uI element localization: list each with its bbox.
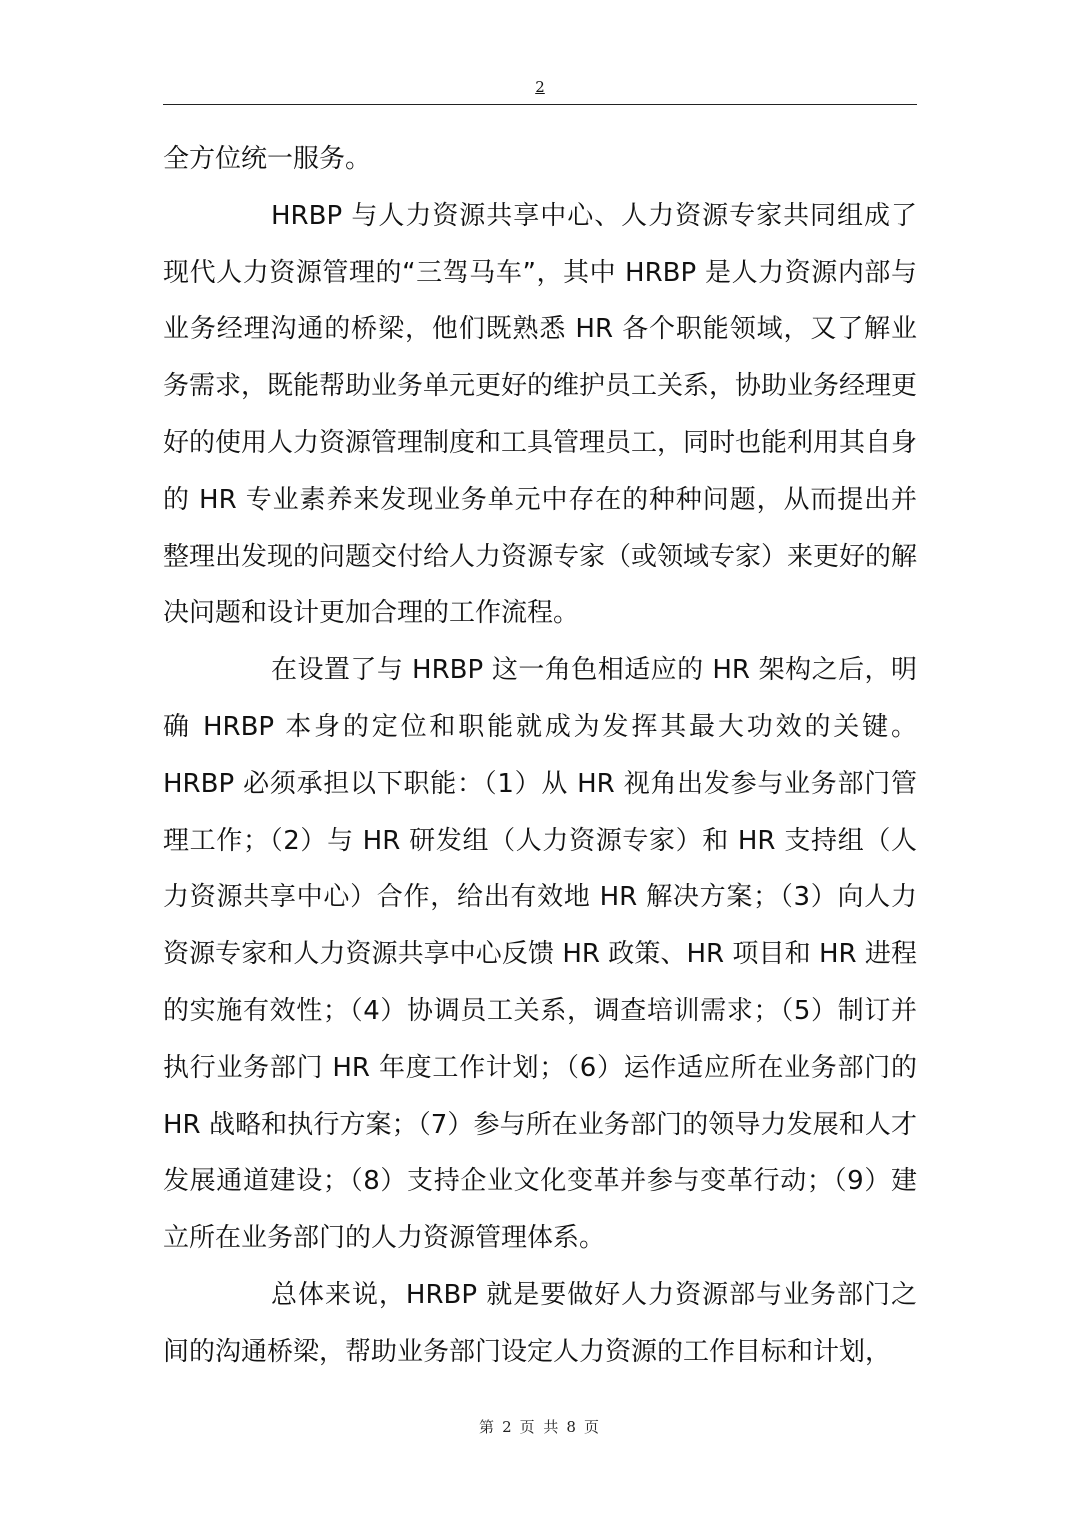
footer-prefix: 第 <box>479 1418 497 1436</box>
header-page-number: 2 <box>535 78 545 96</box>
page-footer <box>0 1417 1080 1437</box>
paragraph-continuation: 全方位统一服务。 <box>163 144 372 174</box>
footer-suffix: 页 <box>583 1418 601 1436</box>
footer-total-pages: 8 <box>566 1418 578 1436</box>
document-body <box>163 131 917 1381</box>
paragraph-summary: 总体来说，HRBP 就是要做好人力资源部与业务部门之间的沟通桥梁，帮助业务部门设定人力资源的工作目标和计划， <box>163 1279 917 1367</box>
paragraph-hrbp-three-pillars: HRBP 与人力资源共享中心、人力资源专家共同组成了现代人力资源管理的“三驾马车”，其中 HRBP 是人力资源内部与业务经理沟通的桥梁，他们既熟悉 HR 各个职能领域，又了解业务需求，既能帮助业务单元更好的维护员工关系，协助业务经理更好的使用人力资源管理制度和工具管理员工，同时也能利用其自身的 HR 专业素养来发现业务单元中存在的种种问题，从而提出并整理出发现的问题交付给人力资源专家（或领域专家）来更好的解决问题和设计更加合理的工作流程。 <box>163 200 918 629</box>
footer-current-page: 2 <box>502 1418 514 1436</box>
page-header <box>163 74 917 105</box>
footer-mid: 页 共 <box>519 1418 561 1436</box>
paragraph-hrbp-functions: 在设置了与 HRBP 这一角色相适应的 HR 架构之后，明确 HRBP 本身的定位和职能就成为发挥其最大功效的关键。HRBP 必须承担以下职能：（1）从 HR 视角出发参与业务部门管理工作；（2）与 HR 研发组（人力资源专家）和 HR 支持组（人力资源共享中心）合作，给出有效地 HR 解决方案；（3）向人力资源专家和人力资源共享中心反馈 HR 政策、HR 项目和 HR 进程的实施有效性；（4）协调员工关系，调查培训需求；（5）制订并执行业务部门 HR 年度工作计划；（6）运作适应所在业务部门的 HR 战略和执行方案；（7）参与所在业务部门的领导力发展和人才发展通道建设；（8）支持企业文化变革并参与变革行动；（9）建立所在业务部门的人力资源管理体系。 <box>163 655 917 1254</box>
